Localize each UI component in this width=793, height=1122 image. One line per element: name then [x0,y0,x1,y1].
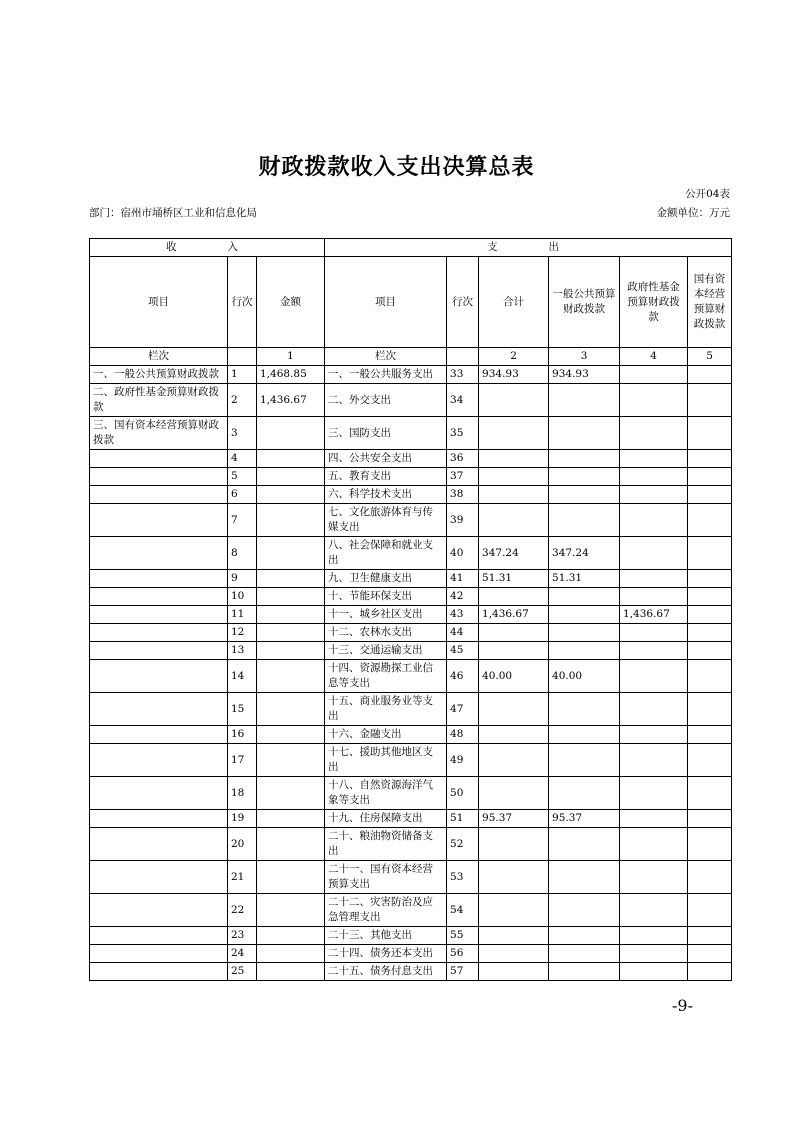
income-item-cell [90,468,228,486]
state-capital-cell [688,468,732,486]
state-capital-cell [688,537,732,570]
table-row [90,588,732,606]
state-capital-cell [688,366,732,384]
fund-budget-cell [620,810,688,828]
income-row-no-cell: 23 [228,927,257,945]
fund-budget-cell [620,417,688,450]
general-budget-cell [549,945,620,963]
state-capital-cell [688,693,732,726]
table-row [90,693,732,726]
expense-item-cell: 二十二、灾害防治及应急管理支出 [325,894,447,927]
expense-item-cell: 十三、交通运输支出 [325,642,447,660]
fund-budget-cell [620,588,688,606]
income-item-cell [90,894,228,927]
expense-item-cell: 十五、商业服务业等支出 [325,693,447,726]
general-budget-cell [549,417,620,450]
total-cell [479,384,549,417]
form-code: 公开04表 [685,188,730,200]
table-row [90,384,732,417]
expense-item-cell: 十六、金融支出 [325,726,447,744]
total-cell [479,468,549,486]
income-item-cell [90,777,228,810]
state-capital-cell [688,660,732,693]
general-budget-cell [549,624,620,642]
fund-budget-cell [620,777,688,810]
column-index-5: 5 [688,348,732,366]
fund-budget-cell [620,744,688,777]
expense-row-no-cell: 57 [447,963,479,981]
column-index-cell [447,348,479,366]
table-row [90,450,732,468]
expense-item-cell: 二十五、债务付息支出 [325,963,447,981]
expense-row-no-cell: 43 [447,606,479,624]
income-amount-cell [257,642,325,660]
expense-item-cell: 十一、城乡社区支出 [325,606,447,624]
expense-row-no-cell: 44 [447,624,479,642]
table-row [90,606,732,624]
department-label: 部门：宿州市埇桥区工业和信息化局 [89,207,257,219]
state-capital-cell [688,417,732,450]
expense-item-cell: 十八、自然资源海洋气象等支出 [325,777,447,810]
table-row [90,537,732,570]
state-capital-cell [688,744,732,777]
expense-item-cell: 五、教育支出 [325,468,447,486]
column-index-cell [228,348,257,366]
income-item-cell [90,693,228,726]
income-item-cell [90,606,228,624]
total-cell [479,963,549,981]
expense-item-cell: 四、公共安全支出 [325,450,447,468]
expense-row-no-cell: 52 [447,828,479,861]
total-cell [479,450,549,468]
total-cell [479,777,549,810]
table-row [90,927,732,945]
total-header: 合计 [479,257,549,348]
income-amount-cell [257,810,325,828]
total-cell [479,744,549,777]
general-budget-cell [549,927,620,945]
table-row [90,624,732,642]
income-amount-cell [257,693,325,726]
unit-label: 金额单位：万元 [656,207,730,219]
state-capital-cell [688,726,732,744]
table-row [90,726,732,744]
income-row-no-cell: 3 [228,417,257,450]
general-budget-cell [549,894,620,927]
fund-budget-cell [620,726,688,744]
fund-budget-cell [620,570,688,588]
total-cell: 40.00 [479,660,549,693]
general-budget-cell: 51.31 [549,570,620,588]
state-capital-cell [688,606,732,624]
income-item-cell [90,810,228,828]
income-row-no-cell: 9 [228,570,257,588]
expense-row-no-cell: 56 [447,945,479,963]
page-title: 财政拨款收入支出决算总表 [258,154,535,180]
income-row-no-cell: 21 [228,861,257,894]
income-item-cell [90,963,228,981]
total-cell [479,894,549,927]
income-row-no-cell: 1 [228,366,257,384]
expense-row-no-cell: 55 [447,927,479,945]
expense-item-cell: 二十一、国有资本经营预算支出 [325,861,447,894]
total-cell [479,588,549,606]
state-capital-cell [688,777,732,810]
total-cell: 1,436.67 [479,606,549,624]
income-amount-cell [257,570,325,588]
income-item-cell: 二、政府性基金预算财政拨款 [90,384,228,417]
expense-row-no-cell: 33 [447,366,479,384]
income-amount-cell [257,537,325,570]
expense-item-cell: 三、国防支出 [325,417,447,450]
income-amount-cell [257,606,325,624]
state-capital-cell [688,588,732,606]
fund-budget-cell [620,366,688,384]
total-cell [479,693,549,726]
total-cell [479,642,549,660]
column-index-label-right: 栏次 [325,348,447,366]
expense-item-cell: 八、社会保障和就业支出 [325,537,447,570]
state-capital-cell [688,624,732,642]
general-budget-cell [549,777,620,810]
fund-budget-cell [620,963,688,981]
general-budget-header: 一般公共预算财政拨款 [549,257,620,348]
expense-row-no-cell: 35 [447,417,479,450]
income-row-no-cell: 20 [228,828,257,861]
total-cell [479,417,549,450]
income-item-cell [90,588,228,606]
state-capital-header: 国有资本经营预算财政拨款 [688,257,732,348]
income-amount-header: 金额 [257,257,325,348]
expense-item-cell: 九、卫生健康支出 [325,570,447,588]
table-row [90,777,732,810]
general-budget-cell [549,384,620,417]
income-amount-cell [257,744,325,777]
expense-row-no-cell: 41 [447,570,479,588]
total-cell [479,945,549,963]
state-capital-cell [688,486,732,504]
income-row-no-cell: 12 [228,624,257,642]
general-budget-cell [549,744,620,777]
fund-budget-cell [620,486,688,504]
total-cell [479,486,549,504]
fund-budget-cell: 1,436.67 [620,606,688,624]
table-row [90,660,732,693]
expense-row-no-cell: 53 [447,861,479,894]
fund-budget-cell [620,861,688,894]
expense-row-no-cell: 38 [447,486,479,504]
column-index-label: 栏次 [90,348,228,366]
income-row-no-cell: 19 [228,810,257,828]
expense-section-header: 支 出 [325,239,732,257]
expense-item-cell: 二十、粮油物资储备支出 [325,828,447,861]
expense-item-cell: 二十四、债务还本支出 [325,945,447,963]
income-item-cell [90,828,228,861]
state-capital-cell [688,810,732,828]
expense-item-cell: 十七、援助其他地区支出 [325,744,447,777]
fund-budget-cell [620,642,688,660]
total-cell [479,504,549,537]
income-item-cell [90,660,228,693]
expense-item-cell: 二、外交支出 [325,384,447,417]
table-row [90,963,732,981]
expense-row-no-cell: 36 [447,450,479,468]
income-row-no-cell: 4 [228,450,257,468]
expense-row-no-cell: 47 [447,693,479,726]
income-row-no-cell: 10 [228,588,257,606]
income-item-cell [90,927,228,945]
income-item-cell [90,642,228,660]
expense-row-no-cell: 34 [447,384,479,417]
income-item-cell [90,570,228,588]
total-cell: 95.37 [479,810,549,828]
income-item-cell [90,726,228,744]
column-index-3: 3 [549,348,620,366]
column-index-4: 4 [620,348,688,366]
income-amount-cell [257,828,325,861]
fund-budget-cell [620,945,688,963]
income-amount-cell [257,927,325,945]
general-budget-cell: 934.93 [549,366,620,384]
table-row [90,504,732,537]
income-row-no-cell: 11 [228,606,257,624]
expense-row-no-cell: 50 [447,777,479,810]
income-amount-cell [257,894,325,927]
column-index-1: 1 [257,348,325,366]
fund-budget-cell [620,537,688,570]
income-row-no-cell: 6 [228,486,257,504]
fund-budget-cell [620,504,688,537]
general-budget-cell [549,450,620,468]
income-row-no-cell: 13 [228,642,257,660]
total-cell [479,927,549,945]
income-item-cell [90,486,228,504]
column-index-2: 2 [479,348,549,366]
table-row [90,366,732,384]
income-amount-cell: 1,468.85 [257,366,325,384]
expense-item-cell: 六、科学技术支出 [325,486,447,504]
state-capital-cell [688,450,732,468]
income-amount-cell [257,468,325,486]
general-budget-cell [549,861,620,894]
expense-row-no-header: 行次 [447,257,479,348]
general-budget-cell [549,504,620,537]
general-budget-cell [549,828,620,861]
income-item-cell [90,504,228,537]
total-cell: 934.93 [479,366,549,384]
table-row [90,861,732,894]
expense-row-no-cell: 37 [447,468,479,486]
income-row-no-cell: 22 [228,894,257,927]
income-amount-cell [257,417,325,450]
table-row [90,642,732,660]
fund-budget-cell [620,624,688,642]
state-capital-cell [688,828,732,861]
expense-item-cell: 十二、农林水支出 [325,624,447,642]
state-capital-cell [688,945,732,963]
income-amount-cell [257,486,325,504]
income-amount-cell [257,588,325,606]
income-amount-cell [257,777,325,810]
general-budget-cell: 347.24 [549,537,620,570]
expense-item-cell: 十四、资源勘探工业信息等支出 [325,660,447,693]
general-budget-cell [549,963,620,981]
state-capital-cell [688,894,732,927]
total-cell [479,624,549,642]
expense-item-cell: 十、节能环保支出 [325,588,447,606]
income-row-no-cell: 25 [228,963,257,981]
income-section-header: 收 入 [90,239,325,257]
expense-item-header: 项目 [325,257,447,348]
general-budget-cell [549,606,620,624]
income-item-cell: 一、一般公共预算财政拨款 [90,366,228,384]
fund-budget-header: 政府性基金预算财政拨款 [620,257,688,348]
fund-budget-cell [620,927,688,945]
income-amount-cell [257,624,325,642]
income-row-no-cell: 7 [228,504,257,537]
state-capital-cell [688,504,732,537]
table-row [90,744,732,777]
expense-item-cell: 十九、住房保障支出 [325,810,447,828]
total-cell [479,828,549,861]
total-cell: 347.24 [479,537,549,570]
state-capital-cell [688,570,732,588]
income-row-no-cell: 18 [228,777,257,810]
table-row [90,417,732,450]
income-item-cell [90,945,228,963]
fund-budget-cell [620,693,688,726]
fund-budget-cell [620,828,688,861]
income-amount-cell [257,861,325,894]
table-row [90,828,732,861]
income-item-cell [90,861,228,894]
expense-row-no-cell: 46 [447,660,479,693]
table-row [90,810,732,828]
income-row-no-cell: 16 [228,726,257,744]
income-row-no-cell: 17 [228,744,257,777]
income-row-no-cell: 24 [228,945,257,963]
general-budget-cell [549,486,620,504]
income-item-cell [90,744,228,777]
fund-budget-cell [620,660,688,693]
general-budget-cell [549,726,620,744]
income-row-no-cell: 8 [228,537,257,570]
expense-row-no-cell: 48 [447,726,479,744]
income-row-no-cell: 14 [228,660,257,693]
state-capital-cell [688,642,732,660]
income-amount-cell [257,660,325,693]
income-item-cell [90,624,228,642]
expense-row-no-cell: 39 [447,504,479,537]
fund-budget-cell [620,384,688,417]
state-capital-cell [688,927,732,945]
income-item-cell: 三、国有资本经营预算财政拨款 [90,417,228,450]
general-budget-cell [549,588,620,606]
income-row-no-header: 行次 [228,257,257,348]
expense-row-no-cell: 49 [447,744,479,777]
table-row [90,945,732,963]
state-capital-cell [688,861,732,894]
state-capital-cell [688,963,732,981]
income-item-header: 项目 [90,257,228,348]
page-number: -9- [672,996,693,1015]
table-row [90,468,732,486]
expense-row-no-cell: 51 [447,810,479,828]
general-budget-cell: 40.00 [549,660,620,693]
total-cell [479,861,549,894]
expense-row-no-cell: 42 [447,588,479,606]
fund-budget-cell [620,468,688,486]
expense-row-no-cell: 40 [447,537,479,570]
income-item-cell [90,450,228,468]
state-capital-cell [688,384,732,417]
table-row [90,570,732,588]
income-amount-cell [257,963,325,981]
total-cell [479,726,549,744]
expense-item-cell: 七、文化旅游体育与传媒支出 [325,504,447,537]
table-row [90,894,732,927]
income-row-no-cell: 15 [228,693,257,726]
table-row [90,486,732,504]
total-cell: 51.31 [479,570,549,588]
fund-budget-cell [620,894,688,927]
income-amount-cell [257,504,325,537]
income-item-cell [90,537,228,570]
income-amount-cell [257,450,325,468]
budget-table [89,238,732,981]
expense-row-no-cell: 54 [447,894,479,927]
general-budget-cell: 95.37 [549,810,620,828]
general-budget-cell [549,642,620,660]
income-amount-cell [257,945,325,963]
expense-item-cell: 一、一般公共服务支出 [325,366,447,384]
general-budget-cell [549,468,620,486]
general-budget-cell [549,693,620,726]
income-amount-cell: 1,436.67 [257,384,325,417]
income-row-no-cell: 2 [228,384,257,417]
expense-item-cell: 二十三、其他支出 [325,927,447,945]
fund-budget-cell [620,450,688,468]
expense-row-no-cell: 45 [447,642,479,660]
income-row-no-cell: 5 [228,468,257,486]
income-amount-cell [257,726,325,744]
